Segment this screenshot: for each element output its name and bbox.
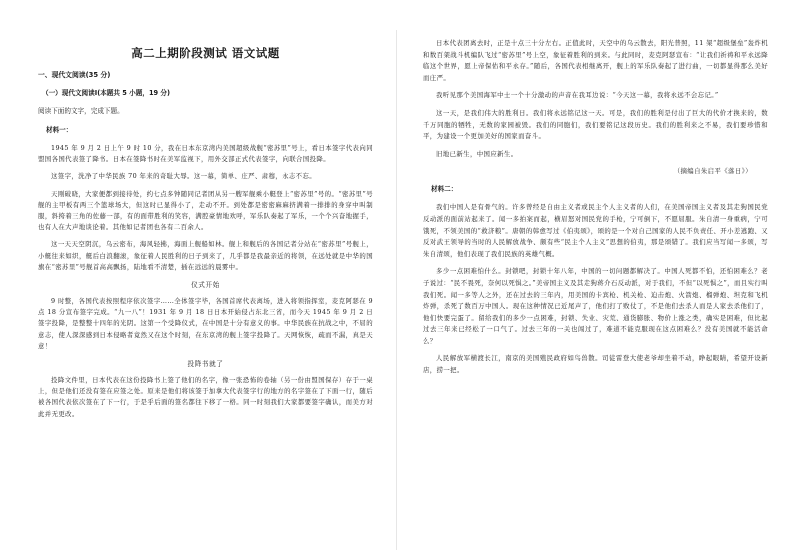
paragraph: 9 时整，各国代表按照程序依次签字……全体签字毕，各国首席代表离场，进入将领指挥室，麦克阿瑟在 9 点 18 分宣布签字完成。“九一八”！1931 年 9 月 18 日日本开始侵占东北三省，而今天 1945 年 9 月 2 日签字投降，是整整十四年的光阴。这第一个受降仪式，在中国是十分有意义的事。中华民族在抗战之中，不屈的意志，使人深深感到日本侵略者竟然又在这个时刻，在东京湾的舰上签字投降了。天网恢恢，疏而不漏，真是天意！ bbox=[38, 297, 373, 350]
paragraph: 我们中国人是有骨气的。许多曾经是自由主义者或民主个人主义者的人们，在美国帝国主义者及其走狗国民党反动派的面前站起来了。闻一多拍案而起，横眉怒对国民党的手枪，宁可倒下，不愿屈服。朱自清一身重病，宁可饿死，不领美国的“救济粮”。唐朝的韩愈写过《伯夷颂》，颂的是一个对自己国家的人民不负责任、开小差逃跑、又反对武王领导的当时的人民解放战争、颇有些“民主个人主义”思想的伯夷，那是颂错了。我们应当写闻一多颂，写朱自清颂，他们表现了我们民族的英雄气概。 bbox=[423, 203, 768, 258]
page-title: 高二上期阶段测试 语文试题 bbox=[131, 46, 280, 60]
right-column bbox=[397, 0, 794, 383]
paragraph: 旧地已新生，中国应新生。 bbox=[436, 149, 518, 158]
signing-heading: 投降书就了 bbox=[187, 360, 224, 369]
source-citation: （摘编自朱启平《落日》） bbox=[673, 167, 752, 176]
paragraph: 人民解放军横渡长江，南京的美国殖民政府如鸟兽散。司徒雷登大使老爷却坐着不动，睁起眼睛，希望开设新店，捞一把。 bbox=[423, 354, 768, 375]
material-one-label: 材料一： bbox=[46, 126, 73, 134]
instruction-text: 阅读下面的文字，完成下题。 bbox=[38, 107, 124, 115]
paragraph: 这签字，洗净了中华民族 70 年来的奇耻大辱。这一幕，简单、庄严、肃穆，永志不忘。 bbox=[51, 172, 317, 181]
section-heading: 一、现代文阅读(35 分) bbox=[38, 71, 111, 79]
paragraph: 我听见那个美国海军中士一个十分激动的声音在我耳边说：“今天这一幕，我将永远不会忘记。” bbox=[436, 91, 719, 100]
paragraph: 天刚破晓，大家便都到接待处，约七点多钟随同记者团从另一艘军舰乘小艇登上“密苏里”号的。“密苏里”号舰的主甲板有两三个篮球场大，但这时已显得小了，走动不开。到处都是密密麻麻挤满着一排排的身穿中叫制服，斜挎着三角的佐藤一部，有的面带胜利的笑容，满腔豪情地欢呼，军乐队奏起了军乐，一个个兴奋地握手，也有人在大声地谈论着。其他如记者团也各有二百余人。 bbox=[38, 189, 373, 232]
paragraph: 1945 年 9 月 2 日上午 9 时 10 分，我在日本东京湾内美国超级战舰“密苏里”号上，看日本签字代表向同盟国各国代表签了降书。日本在签降书时在美军监视下，用外交部正式代表签字，向联合国投降。 bbox=[38, 144, 373, 164]
paragraph: 多少一点困难怕什么。封锁吧，封锁十年八年，中国的一切问题都解决了。中国人死都不怕，还怕困难么？老子说过：“民不畏死，奈何以死惧之。”美帝国主义及其走狗蒋介石反动派，对于我们，不但“以死惧之”，而且实行叫我们死。闻一多等人之外，还在过去的三年内，用美国的卡宾枪、机关枪、迫击炮、火箭炮、榴弹炮、坦克和飞机炸弹，杀死了数百万中国人。现在这种情况已近尾声了，他们打了败仗了，不是他们去杀人而是人家去杀他们了，他们快要完蛋了。留给我们的多少一点困难，封锁、失业、灾荒、通货膨胀、物价上涨之类，确实是困难，但比起过去三年来已经松了一口气了。过去三年的一关也闯过了，难道不能克服现在这点困难么？没有美国就不能活命么？ bbox=[423, 267, 768, 345]
material-two-label: 材料二： bbox=[431, 185, 458, 194]
subsection-heading: （一）现代文阅读Ⅰ(本题共 5 小题，19 分) bbox=[42, 89, 171, 97]
left-column bbox=[0, 0, 397, 426]
paragraph: 投降文件里，日本代表在这份投降书上签了他们的名字，像一张恐怖的卷轴（另一份由盟国保存）存于一桌上，但是他们还没有签在应签之处。原来是他们将该签于加拿大代表签字行的地方的名字签在了下面一行，随后被各国代表依次签在了下一行，于是乎后面的签名都往下移了一格。同一时刻我们大家都要签字确认，而美方对此并无更改。 bbox=[38, 376, 373, 418]
paragraph: 这一天天空阴沉，乌云密布，海风轻拂，海面上舰船如林。舰上和舰后的各国记者分站在“密苏里”号舰上，小艇往来如织，艇后白浪翻滚，象征着人民胜利的日子到来了，几乎都是我最亲近的将领，在远处就是中华的国旗在“密苏里”号舰首高高飘扬，陆地看不清楚，插在远远的晨雾中。 bbox=[38, 240, 373, 271]
paragraph: 这一天，是我们伟大的胜利日。我们将永远铭记这一天。可是，我们的胜利是付出了巨大的代价才换来的，数千万同胞的牺牲，无数的家园被毁。我们的同胞们，我们要铭记这段历史。我们的胜利来之不易，我们要珍惜和平，为建设一个更加美好的国家而奋斗。 bbox=[423, 108, 768, 141]
paragraph: 日本代表团离去时，正是十点三十分左右。正值此时，天空中的乌云散去，阳光普照，11 架“超级堡垒”轰炸机和数百架战斗机编队飞过“密苏里”号上空，象征着胜利的到来。与此同时，麦克阿瑟宣布：“让我们祈祷和平永远降临这个世界，愿上帝保佑和平永存。”随后，各国代表相继离开，舰上的军乐队奏起了进行曲，一切都显得那么美好而庄严。 bbox=[423, 39, 768, 82]
ceremony-heading: 仪式开始 bbox=[191, 281, 220, 290]
